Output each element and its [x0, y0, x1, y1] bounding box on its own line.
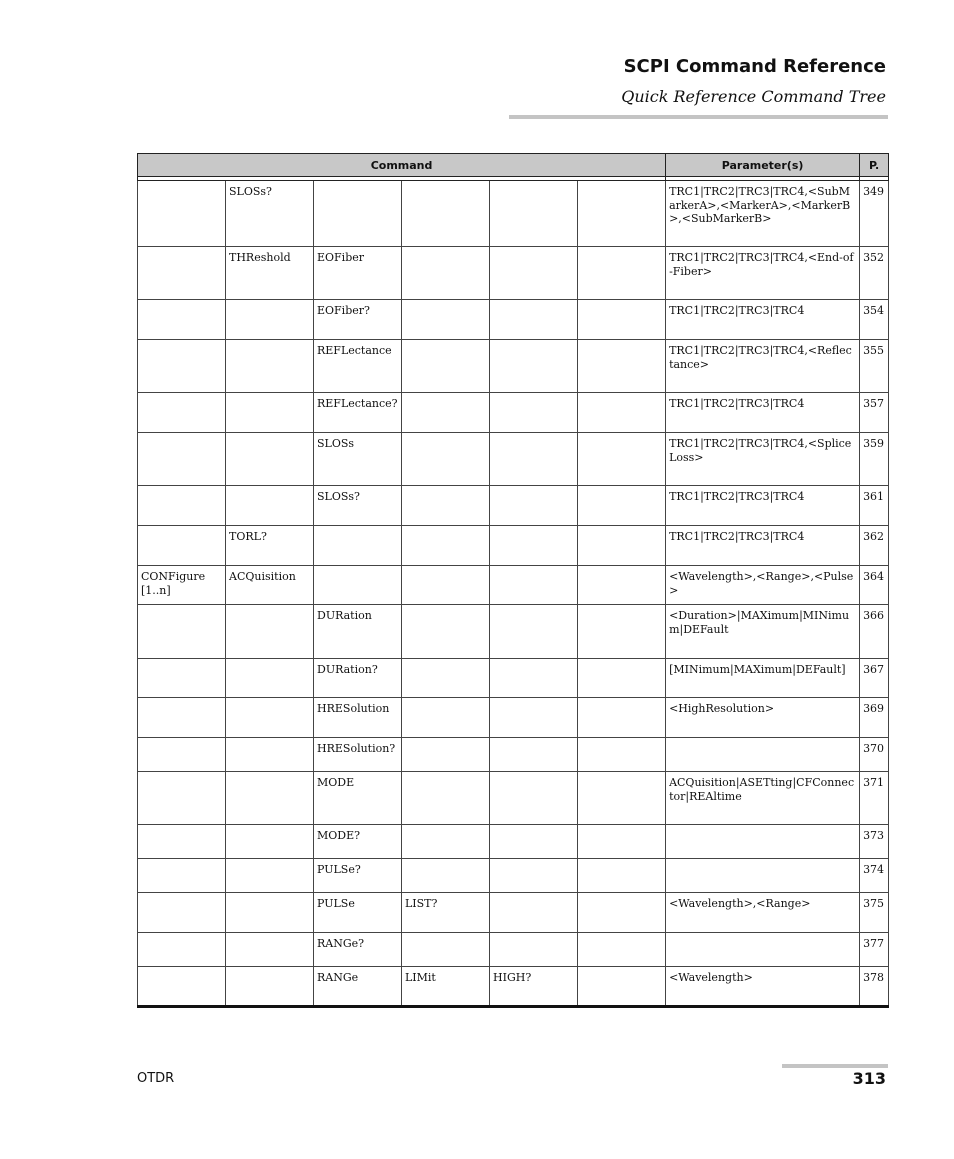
command-level-cell — [226, 433, 314, 486]
command-level-cell — [578, 247, 666, 300]
page-cell: 349 — [860, 181, 889, 247]
command-level-cell — [138, 825, 226, 859]
parameter-cell: TRC1|TRC2|TRC3|TRC4,<Splice Loss> — [666, 433, 860, 486]
command-level-cell — [226, 605, 314, 659]
page-cell: 361 — [860, 486, 889, 526]
parameter-cell — [666, 859, 860, 893]
command-level-cell — [138, 659, 226, 698]
table-row — [138, 605, 889, 659]
command-level-cell — [138, 933, 226, 967]
command-level-cell: ACQuisition — [226, 566, 314, 605]
page-cell: 378 — [860, 967, 889, 1007]
page-cell: 367 — [860, 659, 889, 698]
parameter-cell: ACQuisition|ASETting|CFConnector|REAltime — [666, 772, 860, 825]
command-level-cell — [490, 738, 578, 772]
parameter-cell: TRC1|TRC2|TRC3|TRC4 — [666, 300, 860, 340]
table-row — [138, 526, 889, 566]
command-level-cell — [578, 772, 666, 825]
table-row — [138, 659, 889, 698]
parameter-cell: TRC1|TRC2|TRC3|TRC4 — [666, 486, 860, 526]
command-level-cell: LIST? — [402, 893, 490, 933]
command-level-cell — [490, 893, 578, 933]
command-level-cell — [226, 698, 314, 738]
command-level-cell — [578, 486, 666, 526]
command-level-cell — [402, 433, 490, 486]
command-level-cell — [402, 605, 490, 659]
command-level-cell — [402, 393, 490, 433]
page-subtitle: Quick Reference Command Tree — [621, 87, 886, 106]
command-level-cell — [578, 433, 666, 486]
command-level-cell — [578, 698, 666, 738]
command-level-cell: REFLectance? — [314, 393, 402, 433]
command-level-cell — [138, 772, 226, 825]
command-level-cell — [138, 486, 226, 526]
command-level-cell — [226, 772, 314, 825]
command-level-cell — [402, 566, 490, 605]
command-level-cell: LIMit — [402, 967, 490, 1007]
command-level-cell — [138, 893, 226, 933]
command-level-cell — [490, 698, 578, 738]
page-cell: 377 — [860, 933, 889, 967]
command-level-cell — [402, 526, 490, 566]
command-level-cell — [578, 933, 666, 967]
command-level-cell: TORL? — [226, 526, 314, 566]
table-row — [138, 893, 889, 933]
command-level-cell — [490, 433, 578, 486]
table-row — [138, 393, 889, 433]
command-level-cell: RANGe — [314, 967, 402, 1007]
command-level-cell — [578, 300, 666, 340]
table-row — [138, 738, 889, 772]
command-table-container — [137, 153, 888, 1008]
command-level-cell — [578, 659, 666, 698]
command-level-cell — [138, 738, 226, 772]
command-level-cell — [490, 181, 578, 247]
command-level-cell — [490, 393, 578, 433]
command-level-cell — [138, 526, 226, 566]
command-level-cell — [138, 340, 226, 393]
parameter-cell: <Wavelength> — [666, 967, 860, 1007]
command-level-cell — [226, 859, 314, 893]
command-level-cell — [578, 526, 666, 566]
command-level-cell: RANGe? — [314, 933, 402, 967]
parameter-cell: <Duration>|MAXimum|MINimum|DEFault — [666, 605, 860, 659]
command-level-cell — [490, 605, 578, 659]
command-level-cell — [578, 566, 666, 605]
command-level-cell — [402, 247, 490, 300]
command-level-cell — [578, 893, 666, 933]
parameter-cell — [666, 933, 860, 967]
command-level-cell — [138, 181, 226, 247]
page-cell: 369 — [860, 698, 889, 738]
command-level-cell — [402, 859, 490, 893]
page-cell: 357 — [860, 393, 889, 433]
command-level-cell — [226, 825, 314, 859]
page-cell: 373 — [860, 825, 889, 859]
table-row — [138, 698, 889, 738]
header-rule — [509, 115, 888, 119]
command-level-cell — [490, 340, 578, 393]
command-table — [137, 153, 889, 1008]
command-level-cell — [490, 247, 578, 300]
page-cell: 371 — [860, 772, 889, 825]
command-level-cell — [138, 967, 226, 1007]
command-level-cell — [402, 300, 490, 340]
parameter-cell: <Wavelength>,<Range> — [666, 893, 860, 933]
command-level-cell — [402, 181, 490, 247]
parameter-cell — [666, 738, 860, 772]
command-level-cell: SLOSs? — [314, 486, 402, 526]
parameter-cell — [666, 825, 860, 859]
footer-product: OTDR — [137, 1071, 175, 1086]
page-cell: 375 — [860, 893, 889, 933]
command-level-cell — [226, 486, 314, 526]
command-level-cell — [314, 526, 402, 566]
command-level-cell — [226, 738, 314, 772]
page-cell: 355 — [860, 340, 889, 393]
table-row — [138, 247, 889, 300]
table-row — [138, 566, 889, 605]
command-level-cell: MODE? — [314, 825, 402, 859]
command-level-cell — [578, 605, 666, 659]
command-level-cell — [490, 772, 578, 825]
command-level-cell — [314, 181, 402, 247]
footer-rule — [782, 1064, 888, 1068]
page-cell: 370 — [860, 738, 889, 772]
command-level-cell: SLOSs — [314, 433, 402, 486]
parameter-cell: TRC1|TRC2|TRC3|TRC4 — [666, 526, 860, 566]
table-row — [138, 967, 889, 1007]
parameter-cell: TRC1|TRC2|TRC3|TRC4,<SubMarkerA>,<MarkerA>,<MarkerB>,<SubMarkerB> — [666, 181, 860, 247]
command-level-cell — [578, 859, 666, 893]
parameter-cell: TRC1|TRC2|TRC3|TRC4 — [666, 393, 860, 433]
command-level-cell — [578, 181, 666, 247]
table-row — [138, 772, 889, 825]
command-level-cell — [402, 738, 490, 772]
command-level-cell: THReshold — [226, 247, 314, 300]
command-level-cell: CONFigure[1..n] — [138, 566, 226, 605]
table-row — [138, 859, 889, 893]
command-level-cell: MODE — [314, 772, 402, 825]
table-body — [138, 177, 889, 1007]
command-level-cell — [402, 933, 490, 967]
command-header: Command — [138, 154, 666, 177]
page-cell: 352 — [860, 247, 889, 300]
command-level-cell — [490, 566, 578, 605]
command-level-cell — [578, 738, 666, 772]
parameter-cell: TRC1|TRC2|TRC3|TRC4,<Reflectance> — [666, 340, 860, 393]
command-level-cell — [402, 772, 490, 825]
command-level-cell — [578, 967, 666, 1007]
command-level-cell — [402, 486, 490, 526]
command-level-cell — [138, 433, 226, 486]
page-cell: 364 — [860, 566, 889, 605]
command-level-cell — [226, 933, 314, 967]
command-level-cell — [226, 340, 314, 393]
command-level-cell — [138, 859, 226, 893]
command-level-cell — [226, 659, 314, 698]
command-level-cell — [490, 526, 578, 566]
command-level-cell — [490, 933, 578, 967]
page-cell: 359 — [860, 433, 889, 486]
page-number: 313 — [852, 1069, 886, 1088]
command-level-cell — [490, 659, 578, 698]
command-level-cell — [226, 393, 314, 433]
table-row — [138, 300, 889, 340]
page-cell: 366 — [860, 605, 889, 659]
command-level-cell — [578, 825, 666, 859]
command-level-cell: HIGH? — [490, 967, 578, 1007]
command-level-cell: EOFiber — [314, 247, 402, 300]
page-header: P. — [860, 154, 889, 177]
table-row — [138, 433, 889, 486]
command-level-cell — [578, 393, 666, 433]
command-level-cell: REFLectance — [314, 340, 402, 393]
command-level-cell — [226, 967, 314, 1007]
parameter-cell: [MINimum|MAXimum|DEFault] — [666, 659, 860, 698]
table-header-row — [138, 154, 889, 177]
command-level-cell: PULSe? — [314, 859, 402, 893]
parameters-header: Parameter(s) — [666, 154, 860, 177]
command-level-cell — [226, 300, 314, 340]
command-level-cell — [402, 659, 490, 698]
parameter-cell: <HighResolution> — [666, 698, 860, 738]
command-level-cell: SLOSs? — [226, 181, 314, 247]
command-level-cell — [402, 825, 490, 859]
command-level-cell — [490, 300, 578, 340]
page-title: SCPI Command Reference — [623, 56, 886, 77]
command-level-cell: PULSe — [314, 893, 402, 933]
command-level-cell — [138, 698, 226, 738]
command-level-cell: EOFiber? — [314, 300, 402, 340]
command-level-cell — [402, 698, 490, 738]
parameter-cell: TRC1|TRC2|TRC3|TRC4,<End-of-Fiber> — [666, 247, 860, 300]
table-row — [138, 933, 889, 967]
command-level-cell — [490, 859, 578, 893]
command-level-cell: DURation? — [314, 659, 402, 698]
table-row — [138, 340, 889, 393]
command-level-cell: HRESolution — [314, 698, 402, 738]
table-row — [138, 486, 889, 526]
table-row — [138, 181, 889, 247]
command-level-cell: HRESolution? — [314, 738, 402, 772]
command-level-cell — [138, 300, 226, 340]
command-level-cell — [578, 340, 666, 393]
command-level-cell — [138, 393, 226, 433]
page-cell: 354 — [860, 300, 889, 340]
command-level-cell — [138, 605, 226, 659]
command-level-cell — [490, 486, 578, 526]
command-level-cell — [490, 825, 578, 859]
command-level-cell — [138, 247, 226, 300]
command-level-cell — [226, 893, 314, 933]
command-level-cell — [402, 340, 490, 393]
page-cell: 362 — [860, 526, 889, 566]
page-cell: 374 — [860, 859, 889, 893]
table-row — [138, 825, 889, 859]
command-level-cell — [314, 566, 402, 605]
parameter-cell: <Wavelength>,<Range>,<Pulse> — [666, 566, 860, 605]
command-level-cell: DURation — [314, 605, 402, 659]
